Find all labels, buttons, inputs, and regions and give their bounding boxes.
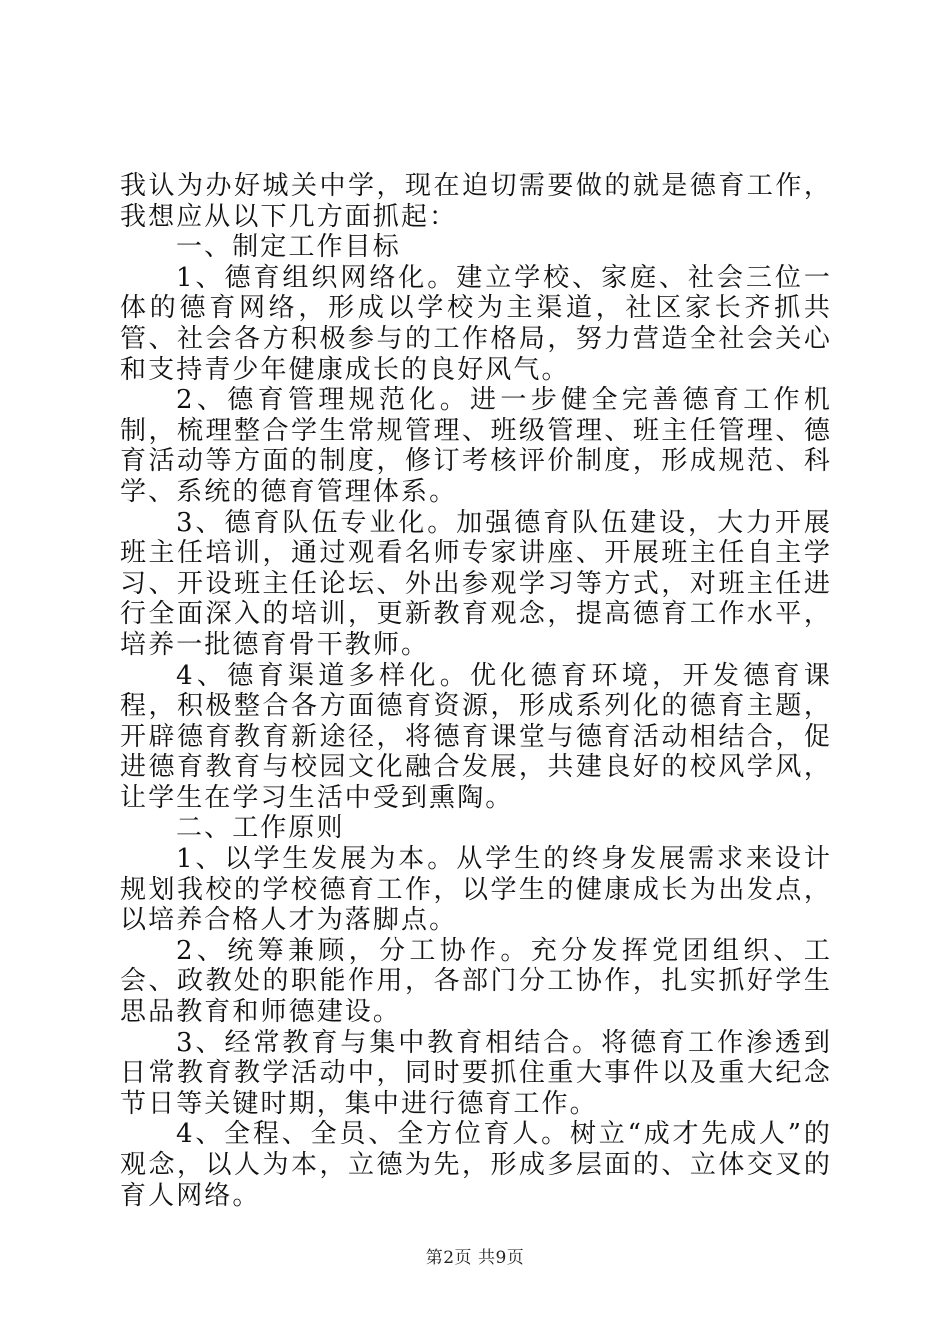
paragraph: 2、统筹兼顾，分工协作。充分发挥党团组织、工会、政教处的职能作用，各部门分工协作，扎实抓好学生思品教育和师德建设。 bbox=[120, 935, 832, 1028]
document-body bbox=[120, 171, 832, 1211]
section-heading: 一、制定工作目标 bbox=[176, 232, 401, 263]
paragraph: 我认为办好城关中学，现在迫切需要做的就是德育工作，我想应从以下几方面抓起： bbox=[120, 171, 832, 232]
paragraph: 4、德育渠道多样化。优化德育环境，开发德育课程，积极整合各方面德育资源，形成系列化的德育主题，开辟德育教育新途径，将德育课堂与德育活动相结合，促进德育教育与校园文化融合发展，共建良好的校风学风，让学生在学习生活中受到熏陶。 bbox=[120, 660, 832, 813]
paragraph: 1、德育组织网络化。建立学校、家庭、社会三位一体的德育网络，形成以学校为主渠道，社区家长齐抓共管、社会各方积极参与的工作格局，努力营造全社会关心和支持青少年健康成长的良好风气。 bbox=[120, 262, 832, 385]
paragraph: 3、经常教育与集中教育相结合。将德育工作渗透到日常教育教学活动中，同时要抓住重大事件以及重大纪念节日等关键时期，集中进行德育工作。 bbox=[120, 1027, 832, 1119]
paragraph: 1、以学生发展为本。从学生的终身发展需求来设计规划我校的学校德育工作，以学生的健康成长为出发点，以培养合格人才为落脚点。 bbox=[120, 844, 832, 936]
page-number-footer: 第2页 共9页 bbox=[425, 1248, 525, 1268]
paragraph: 3、德育队伍专业化。加强德育队伍建设，大力开展班主任培训，通过观看名师专家讲座、开展班主任自主学习、开设班主任论坛、外出参观学习等方式，对班主任进行全面深入的培训，更新教育观念，提高德育工作水平，培养一批德育骨干教师。 bbox=[120, 507, 832, 660]
paragraph: 4、全程、全员、全方位育人。树立“成才先成人”的观念，以人为本，立德为先，形成多层面的、立体交叉的育人网络。 bbox=[120, 1119, 832, 1211]
section-heading: 二、工作原则 bbox=[176, 813, 345, 844]
paragraph: 2、德育管理规范化。进一步健全完善德育工作机制，梳理整合学生常规管理、班级管理、班主任管理、德育活动等方面的制度，修订考核评价制度，形成规范、科学、系统的德育管理体系。 bbox=[120, 385, 832, 507]
